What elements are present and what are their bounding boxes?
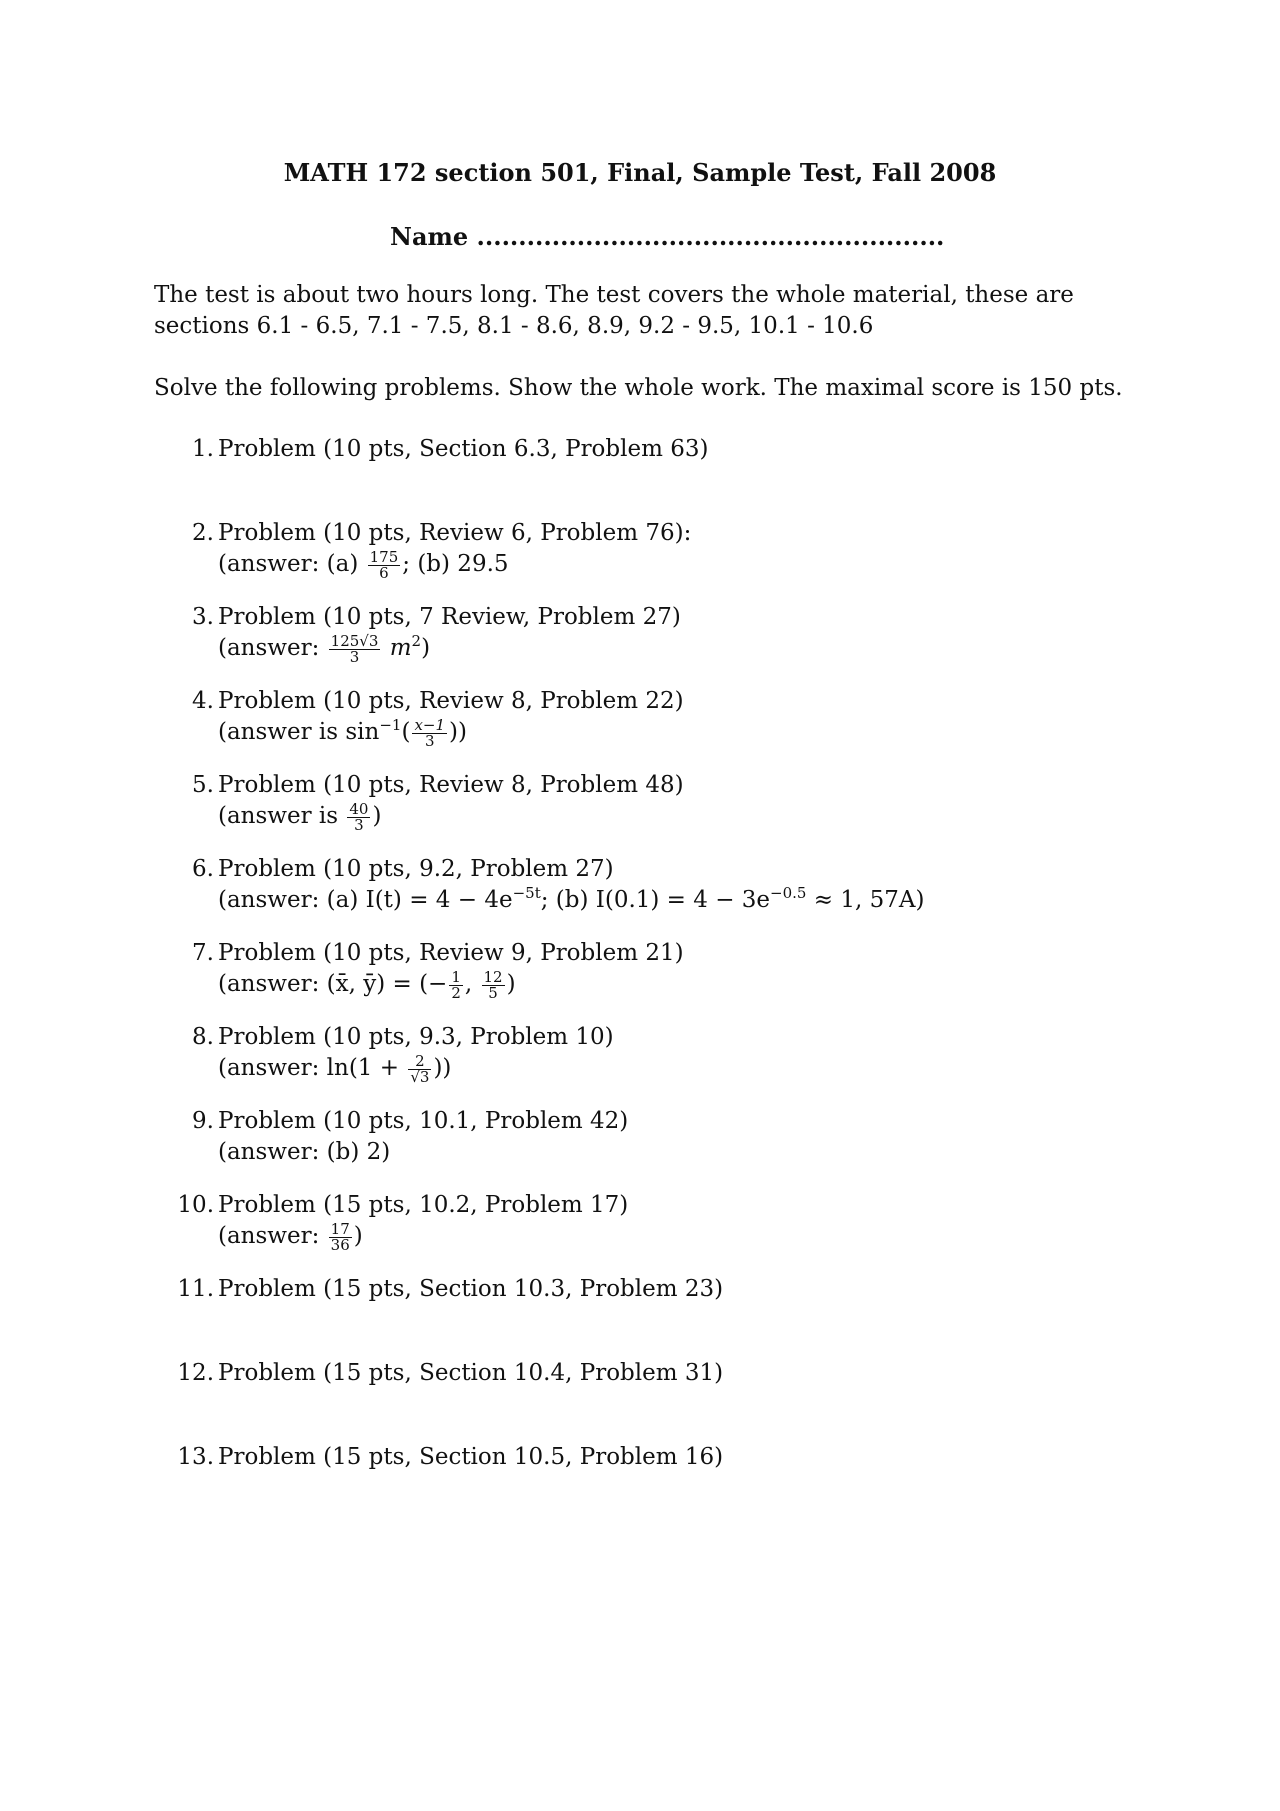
problem-number: 12. [177,1360,214,1386]
problem-text: Problem (10 pts, Review 9, Problem 21) [218,940,684,966]
fraction: $\frac{17}{36}$ [330,1219,350,1254]
problem-text: Problem (10 pts, Section 6.3, Problem 63) [218,436,709,462]
problem-number: 2. [192,520,214,546]
problem-number: 9. [192,1108,214,1134]
problem-number: 1. [192,436,214,462]
problem-number: 6. [192,856,214,882]
fraction: $\frac{40}{3}$ [349,799,369,834]
problem-answer: (answer: (x̄, ȳ) = (− $\frac{1}{2}$ , $\frac{12}{5}$ ) [218,967,516,1002]
page-title: MATH 172 section 501, Final, Sample Test, Fall 2008 [283,158,997,187]
problem-text: Problem (10 pts, 10.1, Problem 42) [218,1108,629,1134]
fraction: $\frac{1}{2}$ [451,967,461,1002]
problem-number: 4. [192,688,214,714]
problem-text: Problem (10 pts, Review 8, Problem 22) [218,688,684,714]
fraction: $\frac{x-1}{3}$ [414,715,446,750]
problem-text: Problem (10 pts, Review 8, Problem 48) [218,772,684,798]
problem-answer: (answer: $\frac{17}{36}$ ) [218,1219,363,1254]
problem-number: 11. [177,1276,214,1302]
fraction: $\frac{2}{√3}$ [410,1051,430,1086]
problem-answer: (answer: $\frac{125√3}{3}$ $m^2$) [218,631,431,666]
problem-text: Problem (15 pts, 10.2, Problem 17) [218,1192,629,1218]
problem-text: Problem (10 pts, 7 Review, Problem 27) [218,604,681,630]
name-field-line: Name ........................................................ [390,222,945,251]
problem-number: 3. [192,604,214,630]
problem-text: Problem (15 pts, Section 10.5, Problem 16) [218,1444,724,1470]
problem-number: 10. [177,1192,214,1218]
problem-number: 7. [192,940,214,966]
instructions-paragraph: Solve the following problems. Show the whole work. The maximal score is 150 pts. [154,375,1123,401]
problem-text: Problem (10 pts, 9.3, Problem 10) [218,1024,614,1050]
problem-text: Problem (10 pts, Review 6, Problem 76): [218,520,692,546]
problem-number: 8. [192,1024,214,1050]
problem-answer: (answer: (a) $\frac{175}{6}$ ; (b) 29.5 [218,547,509,582]
problem-text: Problem (10 pts, 9.2, Problem 27) [218,856,614,882]
problem-text: Problem (15 pts, Section 10.4, Problem 31) [218,1360,724,1386]
problem-answer: (answer: (b) 2) [218,1139,391,1165]
problem-answer: (answer is $\sin^{-1}$( $\frac{x-1}{3}$ )) [218,715,467,750]
problem-number: 5. [192,772,214,798]
problem-text: Problem (15 pts, Section 10.3, Problem 23) [218,1276,724,1302]
fraction: $\frac{12}{5}$ [483,967,503,1002]
problem-answer: (answer is $\frac{40}{3}$ ) [218,799,382,834]
fraction: $\frac{125√3}{3}$ [330,631,379,666]
problem-answer: (answer: (a) $I(t) = 4 - 4e^{-5t}$; (b) $I(0.1) = 4 - 3e^{-0.5} \approx 1$, 57A) [218,884,925,913]
problem-answer: (answer: ln(1 + $\frac{2}{√3}$ )) [218,1051,452,1086]
fraction: $\frac{175}{6}$ [369,547,399,582]
problem-number: 13. [177,1444,214,1470]
intro-paragraph: The test is about two hours long. The test covers the whole material, these are sections 6.1 - 6.5, 7.1 - 7.5, 8.1 - 8.6, 8.9, 9.2 - 9.5, 10.1 - 10.6 [154,282,1074,339]
